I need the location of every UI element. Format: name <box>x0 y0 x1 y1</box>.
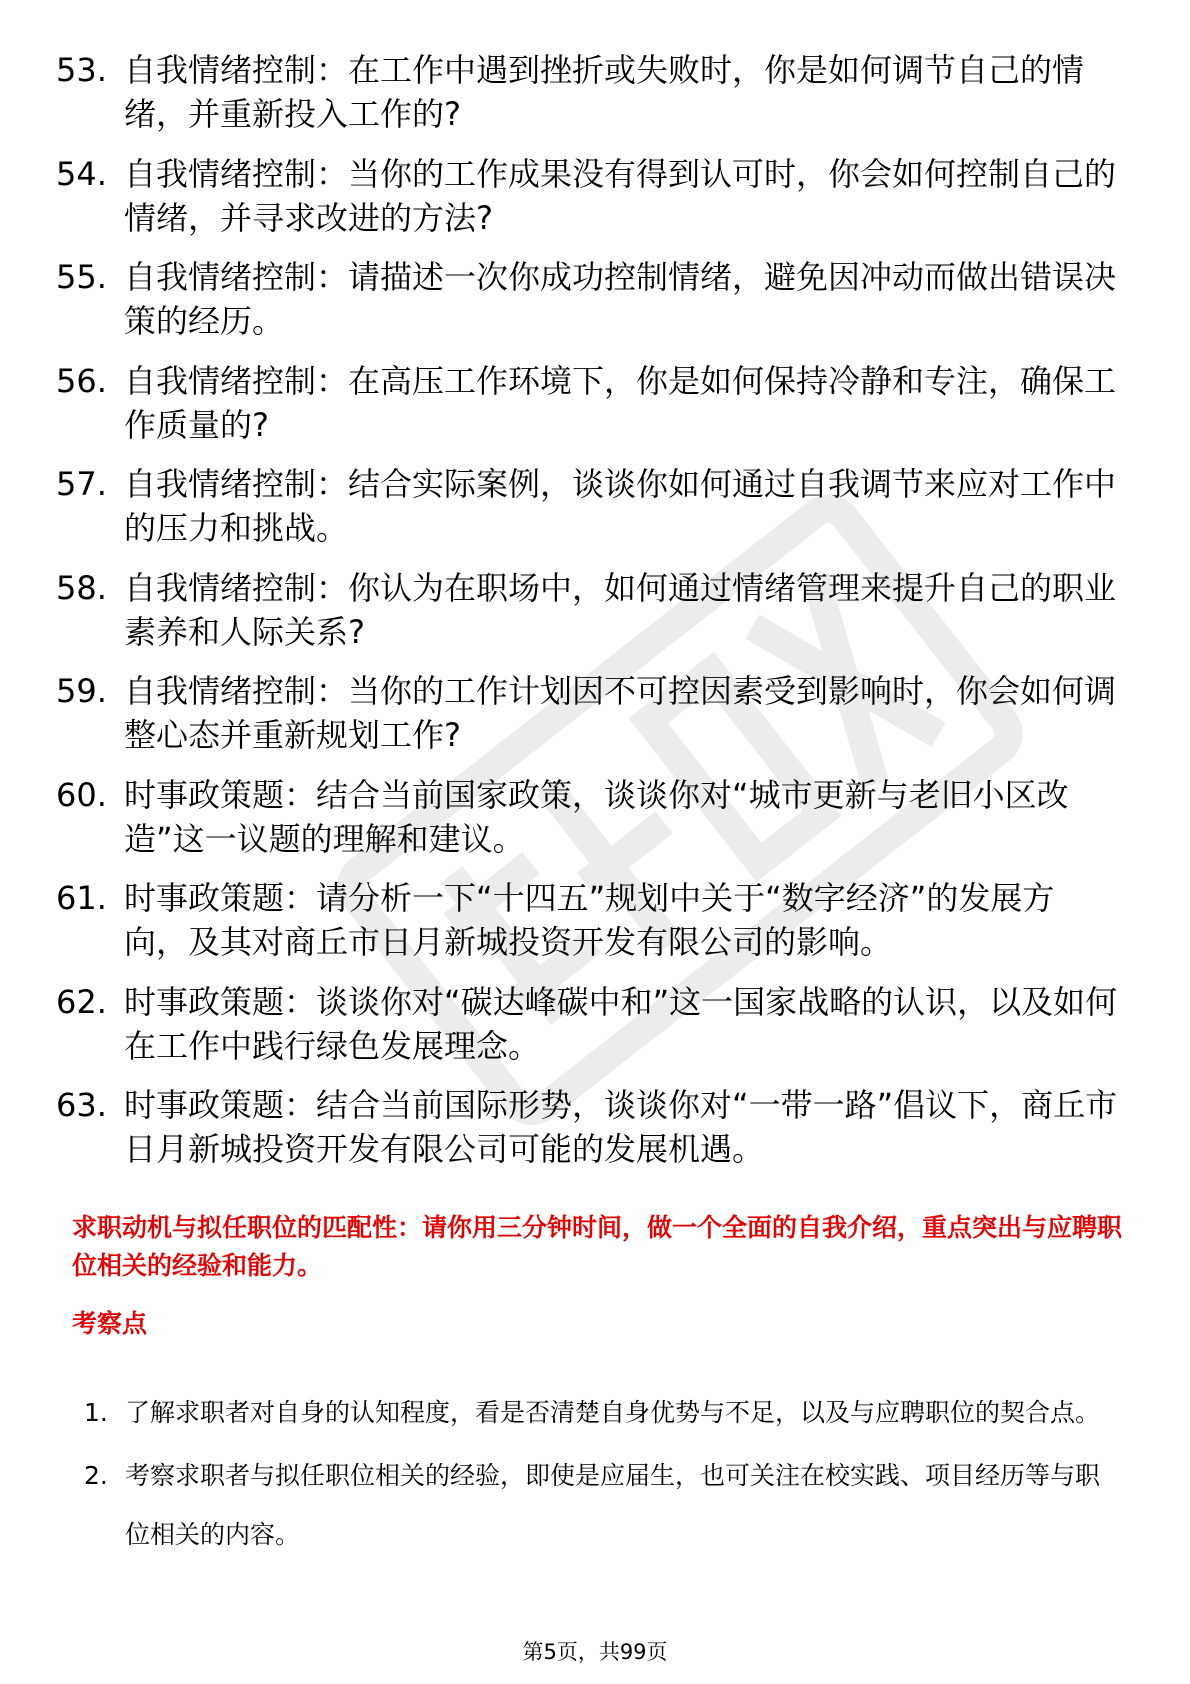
question-number: 60. <box>56 775 107 814</box>
section-subheading: 考察点 <box>72 1309 148 1338</box>
point-number: 1. <box>84 1398 108 1427</box>
question-text: 时事政策题：结合当前国家政策，谈谈你对“城市更新与老旧小区改造”这一议题的理解和建议。 <box>124 775 1069 858</box>
question-item <box>56 876 1136 964</box>
question-text: 自我情绪控制：结合实际案例，谈谈你如何通过自我调节来应对工作中的压力和挑战。 <box>124 465 1117 547</box>
question-number: 59. <box>56 672 107 710</box>
question-text: 自我情绪控制：当你的工作成果没有得到认可时，你会如何控制自己的情绪，并寻求改进的方法? <box>124 154 1117 237</box>
question-number: 57. <box>56 465 107 503</box>
question-list <box>56 48 1136 1187</box>
question-text: 自我情绪控制：在高压工作环境下，你是如何保持冷静和专注，确保工作质量的? <box>124 361 1117 444</box>
page-footer: 第5页，共99页 <box>522 1640 668 1664</box>
question-number: 53. <box>56 51 107 89</box>
question-item <box>56 1083 1136 1171</box>
question-number: 55. <box>56 258 107 296</box>
question-text: 自我情绪控制：当你的工作计划因不可控因素受到影响时，你会如何调整心态并重新规划工作? <box>124 672 1117 754</box>
question-text: 时事政策题：谈谈你对“碳达峰碳中和”这一国家战略的认识，以及如何在工作中践行绿色发展理念。 <box>124 982 1118 1065</box>
question-number: 62. <box>56 982 107 1021</box>
question-item <box>56 980 1136 1068</box>
question-item <box>56 669 1136 757</box>
point-number: 2. <box>84 1461 108 1490</box>
section-heading: 求职动机与拟任职位的匹配性：请你用三分钟时间，做一个全面的自我介绍，重点突出与应聘职位相关的经验和能力。 <box>72 1213 1123 1280</box>
question-number: 58. <box>56 568 107 607</box>
question-number: 54. <box>56 154 107 193</box>
question-text: 自我情绪控制：在工作中遇到挫折或失败时，你是如何调节自己的情绪，并重新投入工作的? <box>124 51 1085 133</box>
question-text: 自我情绪控制：请描述一次你成功控制情绪，避免因冲动而做出错误决策的经历。 <box>124 258 1117 340</box>
evaluation-point <box>84 1446 1124 1564</box>
question-text: 时事政策题：结合当前国际形势，谈谈你对“一带一路”倡议下，商丘市日月新城投资开发有限公司可能的发展机遇。 <box>124 1086 1118 1168</box>
evaluation-point <box>84 1383 1124 1442</box>
question-item <box>56 255 1136 343</box>
question-item <box>56 359 1136 447</box>
point-text: 了解求职者对自身的认知程度，看是否清楚自身优势与不足，以及与应聘职位的契合点。 <box>125 1398 1101 1427</box>
question-item <box>56 566 1136 654</box>
question-text: 时事政策题：请分析一下“十四五”规划中关于“数字经济”的发展方向，及其对商丘市日月新城投资开发有限公司的影响。 <box>124 879 1055 961</box>
evaluation-points-list <box>84 1383 1124 1568</box>
question-number: 63. <box>56 1086 107 1124</box>
question-item <box>56 773 1136 861</box>
question-text: 自我情绪控制：你认为在职场中，如何通过情绪管理来提升自己的职业素养和人际关系? <box>124 568 1117 651</box>
question-item <box>56 152 1136 240</box>
question-number: 61. <box>56 879 107 917</box>
question-item <box>56 48 1136 136</box>
point-text: 考察求职者与拟任职位相关的经验，即使是应届生，也可关注在校实践、项目经历等与职位相关的内容。 <box>125 1461 1101 1549</box>
question-item <box>56 462 1136 550</box>
question-number: 56. <box>56 361 107 400</box>
